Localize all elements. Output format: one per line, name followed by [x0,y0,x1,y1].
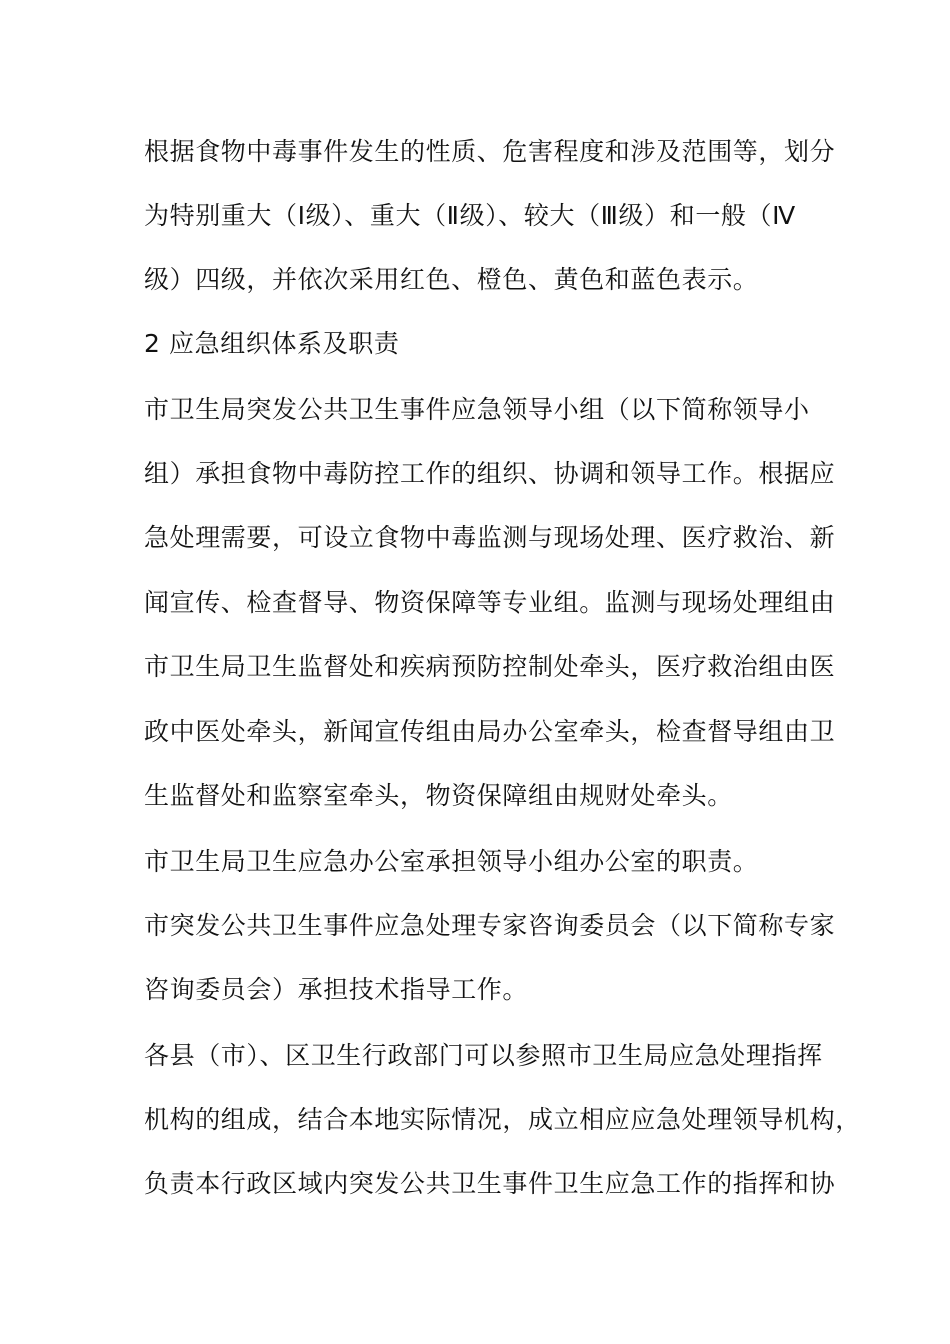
text-line: 生监督处和监察室牵头，物资保障组由规财处牵头。 [144,781,733,810]
text-line: 组）承担食物中毒防控工作的组织、协调和领导工作。根据应 [144,459,836,488]
text-line: 市突发公共卫生事件应急处理专家咨询委员会（以下简称专家 [144,911,836,940]
text-line: 闻宣传、检查督导、物资保障等专业组。监测与现场处理组由 [144,588,836,617]
text-line: 负责本行政区域内突发公共卫生事件卫生应急工作的指挥和协 [144,1169,836,1198]
text-line: 市卫生局卫生监督处和疾病预防控制处牵头，医疗救治组由医 [144,652,836,681]
text-line: 根据食物中毒事件发生的性质、危害程度和涉及范围等，划分 [144,137,836,166]
text-line: 级）四级，并依次采用红色、橙色、黄色和蓝色表示。 [144,265,759,294]
text-line: 各县（市）、区卫生行政部门可以参照市卫生局应急处理指挥 [144,1041,823,1070]
text-line: 为特别重大（Ⅰ级）、重大（Ⅱ级）、较大（Ⅲ级）和一般（Ⅳ [144,201,796,230]
text-line: 政中医处牵头，新闻宣传组由局办公室牵头，检查督导组由卫 [144,717,836,746]
section-heading: 2 应急组织体系及职责 [144,329,400,358]
text-line: 咨询委员会）承担技术指导工作。 [144,975,529,1004]
text-line: 市卫生局突发公共卫生事件应急领导小组（以下简称领导小 [144,395,810,424]
text-line: 市卫生局卫生应急办公室承担领导小组办公室的职责。 [144,847,759,876]
text-line: 机构的组成，结合本地实际情况，成立相应应急处理领导机构， [144,1105,861,1134]
text-line: 急处理需要，可设立食物中毒监测与现场处理、医疗救治、新 [144,523,836,552]
